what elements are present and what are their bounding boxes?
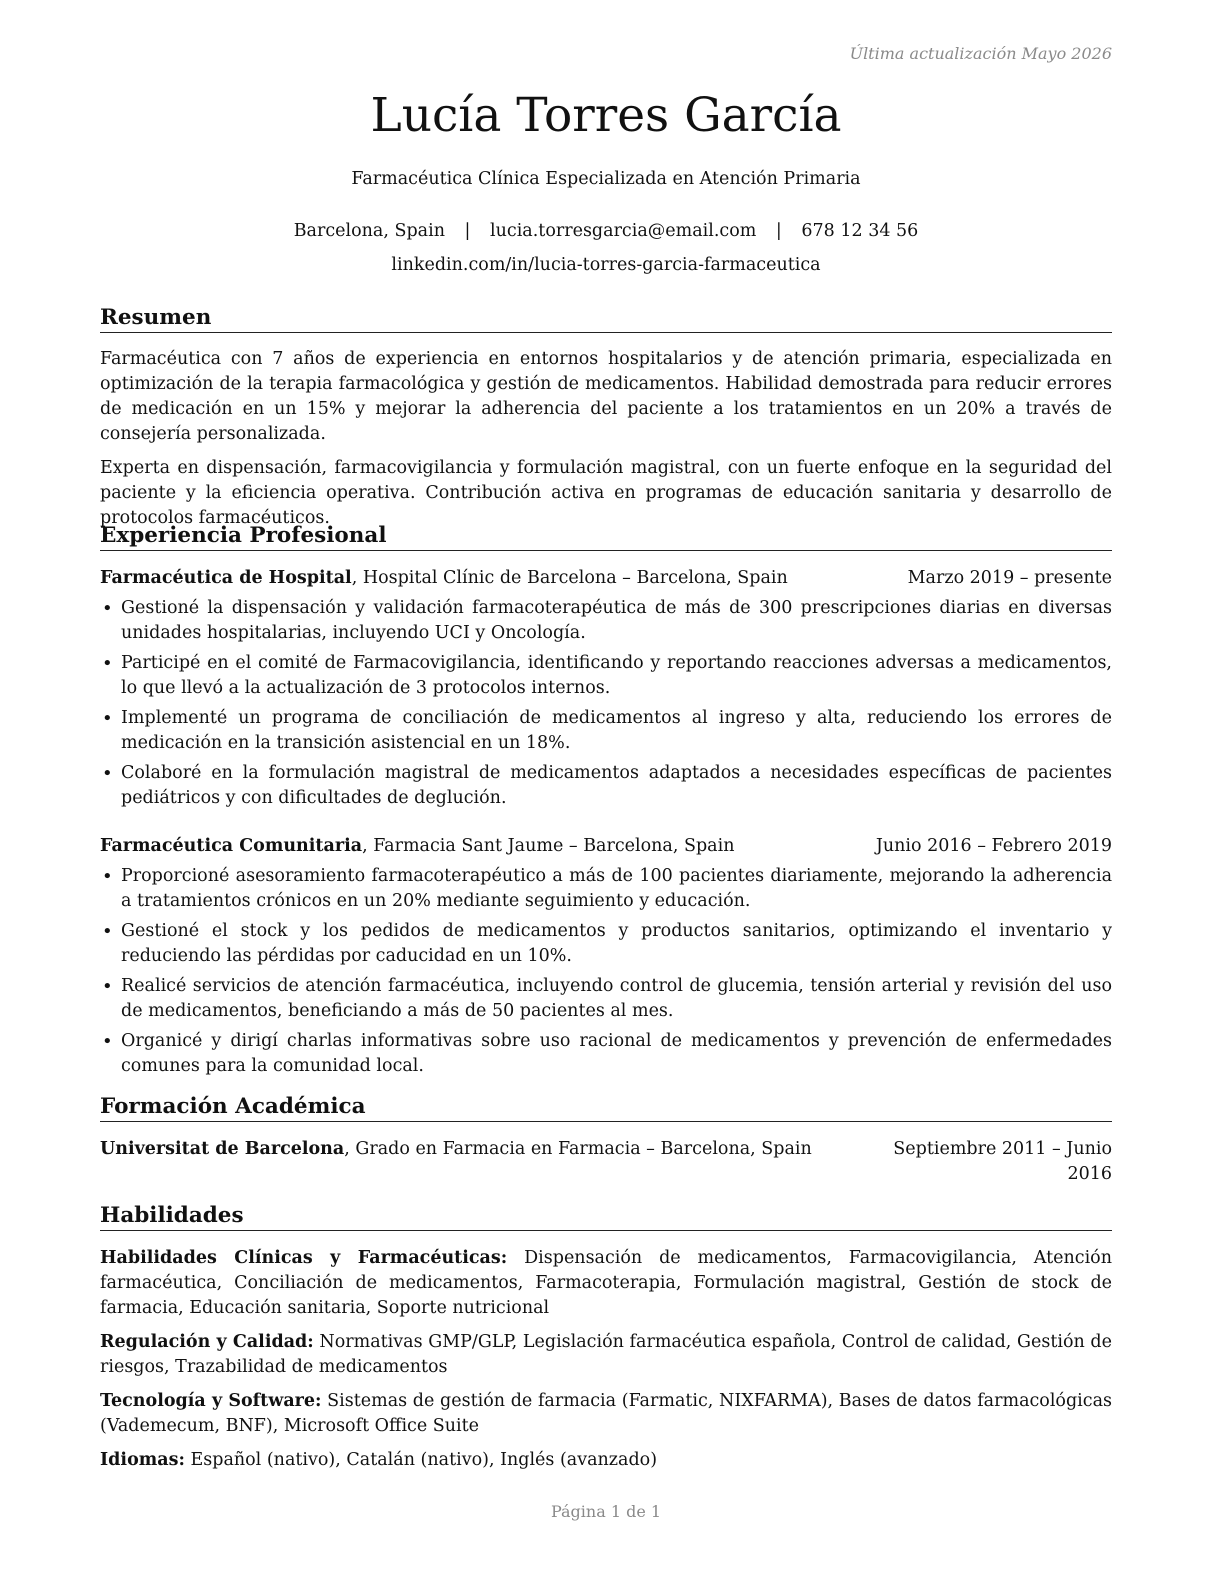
job-role: Farmacéutica de Hospital bbox=[100, 568, 352, 588]
list-item: • Implementé un programa de conciliación de medicamentos al ingreso y alta, reduciendo los errores de medicación en la transición asistencial en un 18%. bbox=[100, 706, 1112, 756]
skill-text: Sistemas de gestión de farmacia (Farmatic, NIXFARMA), Bases de datos farmacológicas (Vademecum, BNF), Microsoft Office Suite bbox=[100, 1391, 1112, 1436]
job-place: , Hospital Clínic de Barcelona – Barcelona, Spain bbox=[351, 568, 788, 588]
section-title-skills: Habilidades bbox=[100, 1202, 1112, 1231]
section-title-education: Formación Académica bbox=[100, 1093, 1112, 1122]
job-title-line bbox=[100, 834, 734, 859]
list-item: • Proporcioné asesoramiento farmacoterapéutico a más de 100 pacientes diariamente, mejorando la adherencia a tratamientos crónicos en un 20% mediante seguimiento y educación. bbox=[100, 864, 1112, 914]
job-entry bbox=[100, 834, 1112, 1084]
education-dates: Septiembre 2011 – Junio 2016 bbox=[893, 1139, 1112, 1184]
skill-group bbox=[100, 1246, 1112, 1321]
summary-paragraph: Experta en dispensación, farmacovigilancia y formulación magistral, con un fuerte enfoque en la seguridad del paciente y la eficiencia operativa. Contribución activa en programas de educación sanitaria y desarrollo de protocolos farmacéuticos. bbox=[100, 458, 1112, 528]
skill-group bbox=[100, 1330, 1112, 1380]
resume-page bbox=[100, 0, 1112, 1584]
candidate-subtitle: Farmacéutica Clínica Especializada en Atención Primaria bbox=[351, 169, 861, 189]
skills-block bbox=[100, 1246, 1112, 1473]
skill-label: Idiomas: bbox=[100, 1450, 185, 1470]
contact-separator: | bbox=[464, 221, 471, 241]
education-school: Universitat de Barcelona bbox=[100, 1139, 345, 1159]
contact-phone: 678 12 34 56 bbox=[801, 221, 919, 241]
summary-block bbox=[100, 347, 1112, 531]
education-degree: , Grado en Farmacia en Farmacia – Barcelona, Spain bbox=[344, 1139, 812, 1159]
list-item: • Participé en el comité de Farmacovigilancia, identificando y reportando reacciones adversas a medicamentos, lo que llevó a la actualización de 3 protocolos internos. bbox=[100, 651, 1112, 701]
page-number: Página 1 de 1 bbox=[550, 1502, 662, 1521]
list-item: • Organicé y dirigí charlas informativas sobre uso racional de medicamentos y prevención de enfermedades comunes para la comunidad local. bbox=[100, 1029, 1112, 1079]
skill-group bbox=[100, 1389, 1112, 1439]
skill-label: Habilidades Clínicas y Farmacéuticas: bbox=[100, 1248, 508, 1268]
list-item: • Realicé servicios de atención farmacéutica, incluyendo control de glucemia, tensión arterial y revisión del uso de medicamentos, beneficiando a más de 50 pacientes al mes. bbox=[100, 974, 1112, 1024]
contact-email[interactable]: lucia.torresgarcia@email.com bbox=[490, 221, 757, 241]
list-item: • Gestioné el stock y los pedidos de medicamentos y productos sanitarios, optimizando el inventario y reduciendo las pérdidas por caducidad en un 10%. bbox=[100, 919, 1112, 969]
candidate-name: Lucía Torres García bbox=[370, 88, 842, 143]
education-entry bbox=[100, 1137, 1112, 1187]
summary-paragraph: Farmacéutica con 7 años de experiencia en entornos hospitalarios y de atención primaria, especializada en optimización de la terapia farmacológica y gestión de medicamentos. Habilidad demostrada para reducir errores de medicación en un 15% y mejorar la adherencia del paciente a los tratamientos en un 20% a través de consejería personalizada. bbox=[100, 349, 1112, 444]
job-header bbox=[100, 566, 1112, 591]
skill-label: Tecnología y Software: bbox=[100, 1391, 322, 1411]
list-item: • Colaboré en la formulación magistral de medicamentos adaptados a necesidades específicas de pacientes pediátricos y con dificultades de deglución. bbox=[100, 761, 1112, 811]
section-title-experience: Experiencia Profesional bbox=[100, 522, 1112, 551]
skill-text: Dispensación de medicamentos, Farmacovigilancia, Atención farmacéutica, Conciliación de medicamentos, Farmacoterapia, Formulación magistral, Gestión de stock de farmacia, Educación sanitaria, Soporte nutricional bbox=[100, 1248, 1112, 1318]
education-row bbox=[100, 1137, 1112, 1187]
contact-location: Barcelona, Spain bbox=[293, 221, 445, 241]
job-header bbox=[100, 834, 1112, 859]
job-dates: Junio 2016 – Febrero 2019 bbox=[875, 836, 1112, 856]
section-title-summary: Resumen bbox=[100, 304, 1112, 333]
job-dates: Marzo 2019 – presente bbox=[907, 568, 1112, 588]
job-role: Farmacéutica Comunitaria bbox=[100, 836, 363, 856]
job-bullets bbox=[100, 596, 1112, 811]
job-place: , Farmacia Sant Jaume – Barcelona, Spain bbox=[362, 836, 735, 856]
last-updated: Última actualización Mayo 2026 bbox=[849, 44, 1112, 63]
job-bullets bbox=[100, 864, 1112, 1079]
linkedin-link[interactable]: linkedin.com/in/lucia-torres-garcia-farmaceutica bbox=[391, 255, 821, 275]
skill-label: Regulación y Calidad: bbox=[100, 1332, 314, 1352]
job-title-line bbox=[100, 566, 788, 591]
skill-text: Normativas GMP/GLP, Legislación farmacéutica española, Control de calidad, Gestión de riesgos, Trazabilidad de medicamentos bbox=[100, 1332, 1112, 1377]
education-title-line bbox=[100, 1137, 812, 1187]
list-item: • Gestioné la dispensación y validación farmacoterapéutica de más de 300 prescripciones diarias en diversas unidades hospitalarias, incluyendo UCI y Oncología. bbox=[100, 596, 1112, 646]
contact-line bbox=[100, 218, 1112, 244]
job-entry bbox=[100, 566, 1112, 816]
skill-text: Español (nativo), Catalán (nativo), Inglés (avanzado) bbox=[184, 1450, 658, 1470]
skill-group bbox=[100, 1448, 1112, 1473]
contact-separator: | bbox=[775, 221, 782, 241]
